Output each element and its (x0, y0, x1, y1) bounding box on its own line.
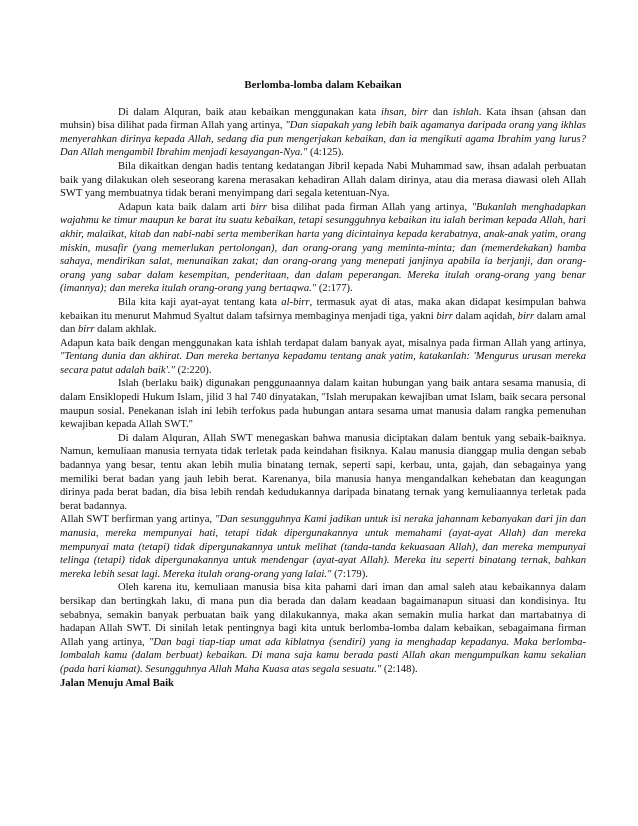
quran-quote: "Dan siapakah yang lebih baik agamanya daripada orang yang ikhlas menyerahkan dirinya kepada Allah, sedang dia pun mengerjakan kebaikan, dan ia mengikuti agama Ibrahim yang lurus? Dan Allah mengambil Ibrahim menjadi kesayangan-Nya." (60, 120, 586, 159)
paragraph-human-nobility: Di dalam Alquran, Allah SWT menegaskan bahwa manusia diciptakan dalam bentuk yang sebaik-baiknya. Namun, kemuliaan manusia ternyata tidak terletak pada keindahan fisiknya. Kalau manusia dianggap mulia dengan sebab badannya yang besar, tentu akan lebih mulia binatang ternak, seperti sapi, kerbau, unta, gajah, dan sebagainya yang memiliki berat badan yang jauh lebih berat. Karenanya, bila manusia hanya mengandalkan kehebatan dan keagungan dirinya pada berat badan, dia bisa lebih rendah kedudukannya daripada binatang ternak yang kemuliaannya terletak pada berat badannya. (60, 432, 586, 512)
paragraph-islah-encyclopedia: Islah (berlaku baik) digunakan penggunaannya dalam kaitan hubungan yang baik antara sesama manusia, di dalam Ensiklopedi Hukum Islam, jilid 3 hal 740 dinyatakan, "Islah merupakan kewajiban umat Islam, baik secara personal maupun sosial. Penekanan islah ini lebih terfokus pada hubungan antara sesama umat manusia dalam rangka pemenuhan kewajiban kepada Allah SWT." (60, 378, 586, 431)
quran-quote: "Bukanlah menghadapkan wajahmu ke timur maupun ke barat itu suatu kebaikan, tetapi sesungguhnya kebaikan itu ialah beriman kepada Allah, hari akhir, malaikat, kitab dan nabi-nabi serta memberikan harta yang dicintainya kepada kerabatnya, anak-anak yatim, orang miskin, musafir (yang memerlukan pertolongan), dan orang-orang yang meminta-minta; dan (memerdekakan) hamba sahaya, mendirikan salat, menunaikan zakat; dan orang-orang yang menepati janjinya apabila ia berjanji, dan orang-orang yang sabar dalam kesempitan, penderitaan, dan dalam peperangan. Mereka itulah orang-orang yang benar (imannya); dan mereka itulah orang-orang yang bertaqwa." (60, 201, 586, 295)
paragraph-ihsan: Di dalam Alquran, baik atau kebaikan menggunakan kata ihsan, birr dan ishlah. Kata ihsan (ahsan dan muhsin) bisa dilihat pada firman Allah yang artinya, "Dan siapakah yang lebih baik agamanya daripada orang yang ikhlas menyerahkan dirinya kepada Allah, sedang dia pun mengerjakan kebaikan, dan ia mengikuti agama Ibrahim yang lurus? Dan Allah mengambil Ibrahim menjadi kesayangan-Nya." (4:125). (60, 106, 587, 159)
paragraph-syaltut: Bila kita kaji ayat-ayat tentang kata al-birr, termasuk ayat di atas, maka akan didapat kesimpulan bahwa kebaikan itu menurut Mahmud Syaltut dalam tafsirnya membaginya menjadi tiga, yakni birr dalam aqidah, birr dalam amal dan birr dalam akhlak. (60, 296, 586, 336)
section-heading: Jalan Menuju Amal Baik (60, 677, 174, 689)
quran-quote: "Dan bagi tiap-tiap umat ada kiblatnya (sendiri) yang ia menghadap kepadanya. Maka berlomba-lombalah kamu (dalam berbuat) kebaikan. Di mana saja kamu berada pasti Allah akan mengumpulkan kamu sekalian (pada hari kiamat). Sesungguhnya Allah Maha Kuasa atas segala sesuatu." (60, 636, 586, 675)
document-title: Berlomba-lomba dalam Kebaikan (244, 79, 402, 91)
quran-quote: "Dan sesungguhnya Kami jadikan untuk isi neraka jahannam kebanyakan dari jin dan manusia, mereka mempunyai hati, tetapi tidak dipergunakannya untuk memahami (ayat-ayat Allah) dan mereka mempunyai mata (tetapi) tidak dipergunakannya untuk melihat (tanda-tanda kekuasaan Allah), dan mereka mempunyai telinga (tetapi) tidak dipergunakannya untuk mendengar (ayat-ayat Allah). Mereka itu seperti binatang ternak, bahkan mereka lebih sesat lagi. Mereka itulah orang-orang yang lalai." (60, 514, 586, 580)
paragraph-birr: Adapun kata baik dalam arti birr bisa dilihat pada firman Allah yang artinya, "Bukanlah menghadapkan wajahmu ke timur maupun ke barat itu suatu kebaikan, tetapi sesungguhnya kebaikan itu ialah beriman kepada Allah, hari akhir, malaikat, kitab dan nabi-nabi serta memberikan harta yang dicintainya kepada kerabatnya, anak-anak yatim, orang miskin, musafir (yang memerlukan pertolongan), dan orang-orang yang meminta-minta; dan (memerdekakan) hamba sahaya, mendirikan salat, menunaikan zakat; dan orang-orang yang menepati janjinya apabila ia berjanji, dan orang-orang yang sabar dalam kesempitan, penderitaan, dan dalam peperangan. Mereka itulah orang-orang yang benar (imannya); dan mereka itulah orang-orang yang bertaqwa." (2:177). (60, 201, 586, 295)
paragraph-allah-says: Allah SWT berfirman yang artinya, "Dan sesungguhnya Kami jadikan untuk isi neraka jahannam kebanyakan dari jin dan manusia, mereka mempunyai hati, tetapi tidak dipergunakannya untuk memahami (ayat-ayat Allah) dan mereka mempunyai mata (tetapi) tidak dipergunakannya untuk melihat (tanda-tanda kekuasaan Allah), dan mereka mempunyai telinga (tetapi) tidak dipergunakannya untuk mendengar (ayat-ayat Allah). Mereka itu seperti binatang ternak, bahkan mereka lebih sesat lagi. Mereka itulah orang-orang yang lalai." (7:179). (60, 514, 586, 580)
paragraph-race-in-goodness: Oleh karena itu, kemuliaan manusia bisa kita pahami dari iman dan amal saleh atau kebaikannya dalam bersikap dan bertingkah laku, di mana pun dia berada dan dalam keadaan bagaimanapun situasi dan kondisinya. Itu sebabnya, semakin banyak perbuatan baik yang dilakukannya, maka akan semakin mulia harkat dan martabatnya di hadapan Allah SWT. Di sinilah letak pentingnya bagi kita untuk berlomba-lomba dalam kebaikan, sebagaimana firman Allah yang artinya, "Dan bagi tiap-tiap umat ada kiblatnya (sendiri) yang ia menghadap kepadanya. Maka berlomba-lombalah kamu (dalam berbuat) kebaikan. Di mana saja kamu berada pasti Allah akan mengumpulkan kamu sekalian (pada hari kiamat). Sesungguhnya Allah Maha Kuasa atas segala sesuatu." (2:148). (60, 582, 586, 675)
paragraph-ishlah: Adapun kata baik dengan menggunakan kata ishlah terdapat dalam banyak ayat, misalnya pada firman Allah yang artinya, "Tentang dunia dan akhirat. Dan mereka bertanya kepadamu tentang anak yatim, katakanlah: 'Mengurus urusan mereka secara patut adalah baik'." (2:220). (60, 337, 586, 376)
paragraph-hadith: Bila dikaitkan dengan hadis tentang kedatangan Jibril kepada Nabi Muhammad saw, ihsan adalah perbuatan baik yang dilakukan oleh seseorang karena merasakan kehadiran Allah dalam dirinya, atau dia merasa diawasi oleh Allah SWT yang membuatnya tidak berani menyimpang dari segala ketentuan-Nya. (60, 160, 586, 200)
quran-quote: "Tentang dunia dan akhirat. Dan mereka bertanya kepadamu tentang anak yatim, katakanlah: 'Mengurus urusan mereka secara patut adalah baik'." (60, 351, 586, 376)
